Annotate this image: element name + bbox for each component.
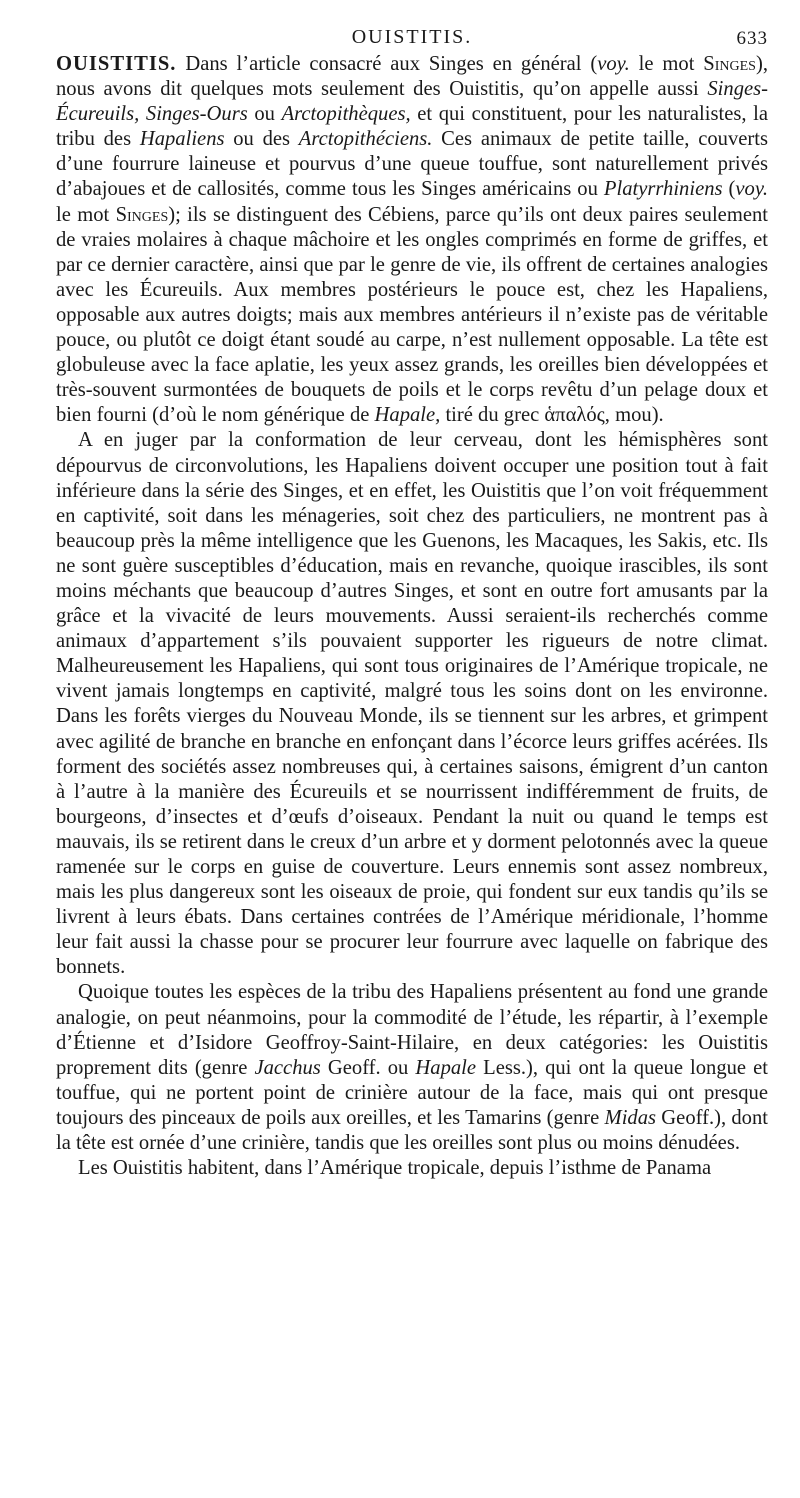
text-segment: Midas (604, 1106, 657, 1129)
text-segment: A en juger par la conformation de leur cerveau, dont les hémisphères sont dépourvus de circonvolutions, les Hapaliens doivent occuper une position tout à fait inférieure dans la série des Singes, et en effet, les Ouistitis que l’on voit fréquemment en captivité, soit dans les ménageries, soit chez des particuliers, ne montrent pas à beaucoup près la même intelligence que les Guenons, les Macaques, les Sakis, etc. Ils ne sont guère susceptibles d’éducation, mais en revanche, quoique irascibles, ils sont moins méchants que beaucoup d’autres Singes, et sont en outre fort amusants par la grâce et la vivacité de leurs mouvements. Aussi seraient-ils recherchés comme animaux d’appartement s’ils pouvaient supporter les rigueurs de notre climat. Malheureusement les Hapaliens, qui sont tous originaires de l’Amérique tropicale, ne vivent jamais longtemps en captivité, malgré tous les soins dont on les environne. Dans les forêts vierges du Nouveau Monde, ils se tiennent sur les arbres, et grimpent avec agilité de branche en branche en enfonçant dans l’écorce leurs griffes acérées. Ils forment des sociétés assez nombreuses qui, à certaines saisons, émigrent d’un canton à l’autre à la manière des Écureuils et se nourrissent indifféremment de fruits, de bourgeons, d’insectes et d’œufs d’oiseaux. Pendant la nuit ou quand le temps est mauvais, ils se retirent dans le creux d’un arbre et y dorment pelotonnés avec la queue ramenée sur le corps en guise de couverture. Leurs ennemis sont assez nombreux, mais les plus dangereux sont les oiseaux de proie, qui fondent sur eux tandis qu’ils se livrent à leurs ébats. Dans certaines contrées de l’Amérique méridionale, l’homme leur fait aussi la chasse pour se procurer leur fourrure avec laquelle on fabrique des bonnets. (56, 429, 768, 979)
text-segment: Ces animaux de petite taille, couverts d’une fourrure laineuse et pourvus d’une queue touffue, sont naturellement privés d’abajoues et de callosités, comme tous les Singes américains ou (56, 128, 768, 201)
article-body (56, 52, 768, 1181)
text-segment: Hapale (415, 1056, 477, 1079)
page-number: 633 (736, 28, 768, 49)
text-segment: ); ils se distinguent des Cébiens, parce qu’ils ont deux paires seulement de vraies molaires à chaque mâchoire et les ongles comprimés en forme de griffes, et par ce dernier caractère, ainsi que par le genre de vie, ils offrent de certaines analogies avec les Écureuils. Aux membres postérieurs le pouce est, chez les Hapaliens, opposable aux autres doigts; mais aux membres antérieurs il n’existe pas de véritable pouce, ou plutôt ce doigt étant soudé au carpe, n’est nullement opposable. La tête est globuleuse avec la face aplatie, les yeux assez grands, les oreilles bien développées et très-souvent surmontées de bouquets de poils et le corps revêtu d’un pelage doux et bien fourni (d’où le nom générique de (56, 203, 768, 427)
text-segment: ou des (224, 128, 299, 151)
text-segment: voy. (597, 53, 630, 75)
text-segment: Singes (703, 53, 756, 75)
text-segment: Geoff. ou (320, 1056, 416, 1079)
running-head: OUISTITIS. (351, 26, 473, 48)
text-segment: tiré du grec ἁπαλός, mou). (440, 404, 664, 427)
paragraph-classification (56, 980, 768, 1156)
text-segment: Jacchus (254, 1056, 321, 1079)
text-segment: Hapaliens (139, 128, 225, 151)
paragraph-intro (56, 52, 768, 428)
text-segment: ( (722, 178, 736, 201)
text-segment: Geoff.), dont la tête est ornée d’une crinière, tandis que les oreilles sont plus ou moins dénudées. (56, 1106, 768, 1155)
text-segment: Quoique toutes les espèces de la tribu des Hapaliens présentent au fond une grande analogie, on peut néanmoins, pour la commodité de l’étude, les répartir, à l’exemple d’Étienne et d’Isidore Geoffroy-Saint-Hilaire, en deux catégories: les Ouistitis proprement dits (genre (56, 981, 768, 1079)
text-segment: OUISTITIS. (56, 53, 177, 75)
text-segment: Less.), qui ont la queue longue et touffue, qui ne portent point de crinière autour de la face, mais qui ont presque toujours des pinceaux de poils aux oreilles, et les Tamarins (genre (56, 1056, 769, 1129)
text-segment: voy. (735, 178, 768, 201)
paragraph-habitat (56, 1156, 768, 1181)
text-segment: Dans l’article consacré aux Singes en général ( (176, 53, 598, 75)
text-segment: Arctopithéciens. (298, 128, 433, 151)
book-page (56, 18, 768, 1181)
text-segment: et qui constituent, pour les naturalistes, la tribu des (56, 103, 769, 151)
text-segment: Singes (115, 203, 169, 226)
paragraph-behavior (56, 428, 768, 980)
text-segment: le mot (629, 53, 704, 75)
text-segment: le mot (56, 203, 116, 226)
text-segment: ou (247, 103, 282, 126)
text-segment: Singes-Écureuils, Singes-Ours (56, 78, 768, 126)
text-segment: Arctopithèques, (281, 103, 411, 126)
text-segment: Hapale, (374, 404, 441, 427)
text-segment: Platyrrhiniens (603, 178, 723, 201)
text-segment: ), nous avons dit quelques mots seulement des Ouistitis, qu’on appelle aussi (56, 53, 768, 101)
text-segment: Les Ouistitis habitent, dans l’Amérique tropicale, depuis l’isthme de Panama (78, 1157, 712, 1180)
page-header (56, 18, 768, 52)
